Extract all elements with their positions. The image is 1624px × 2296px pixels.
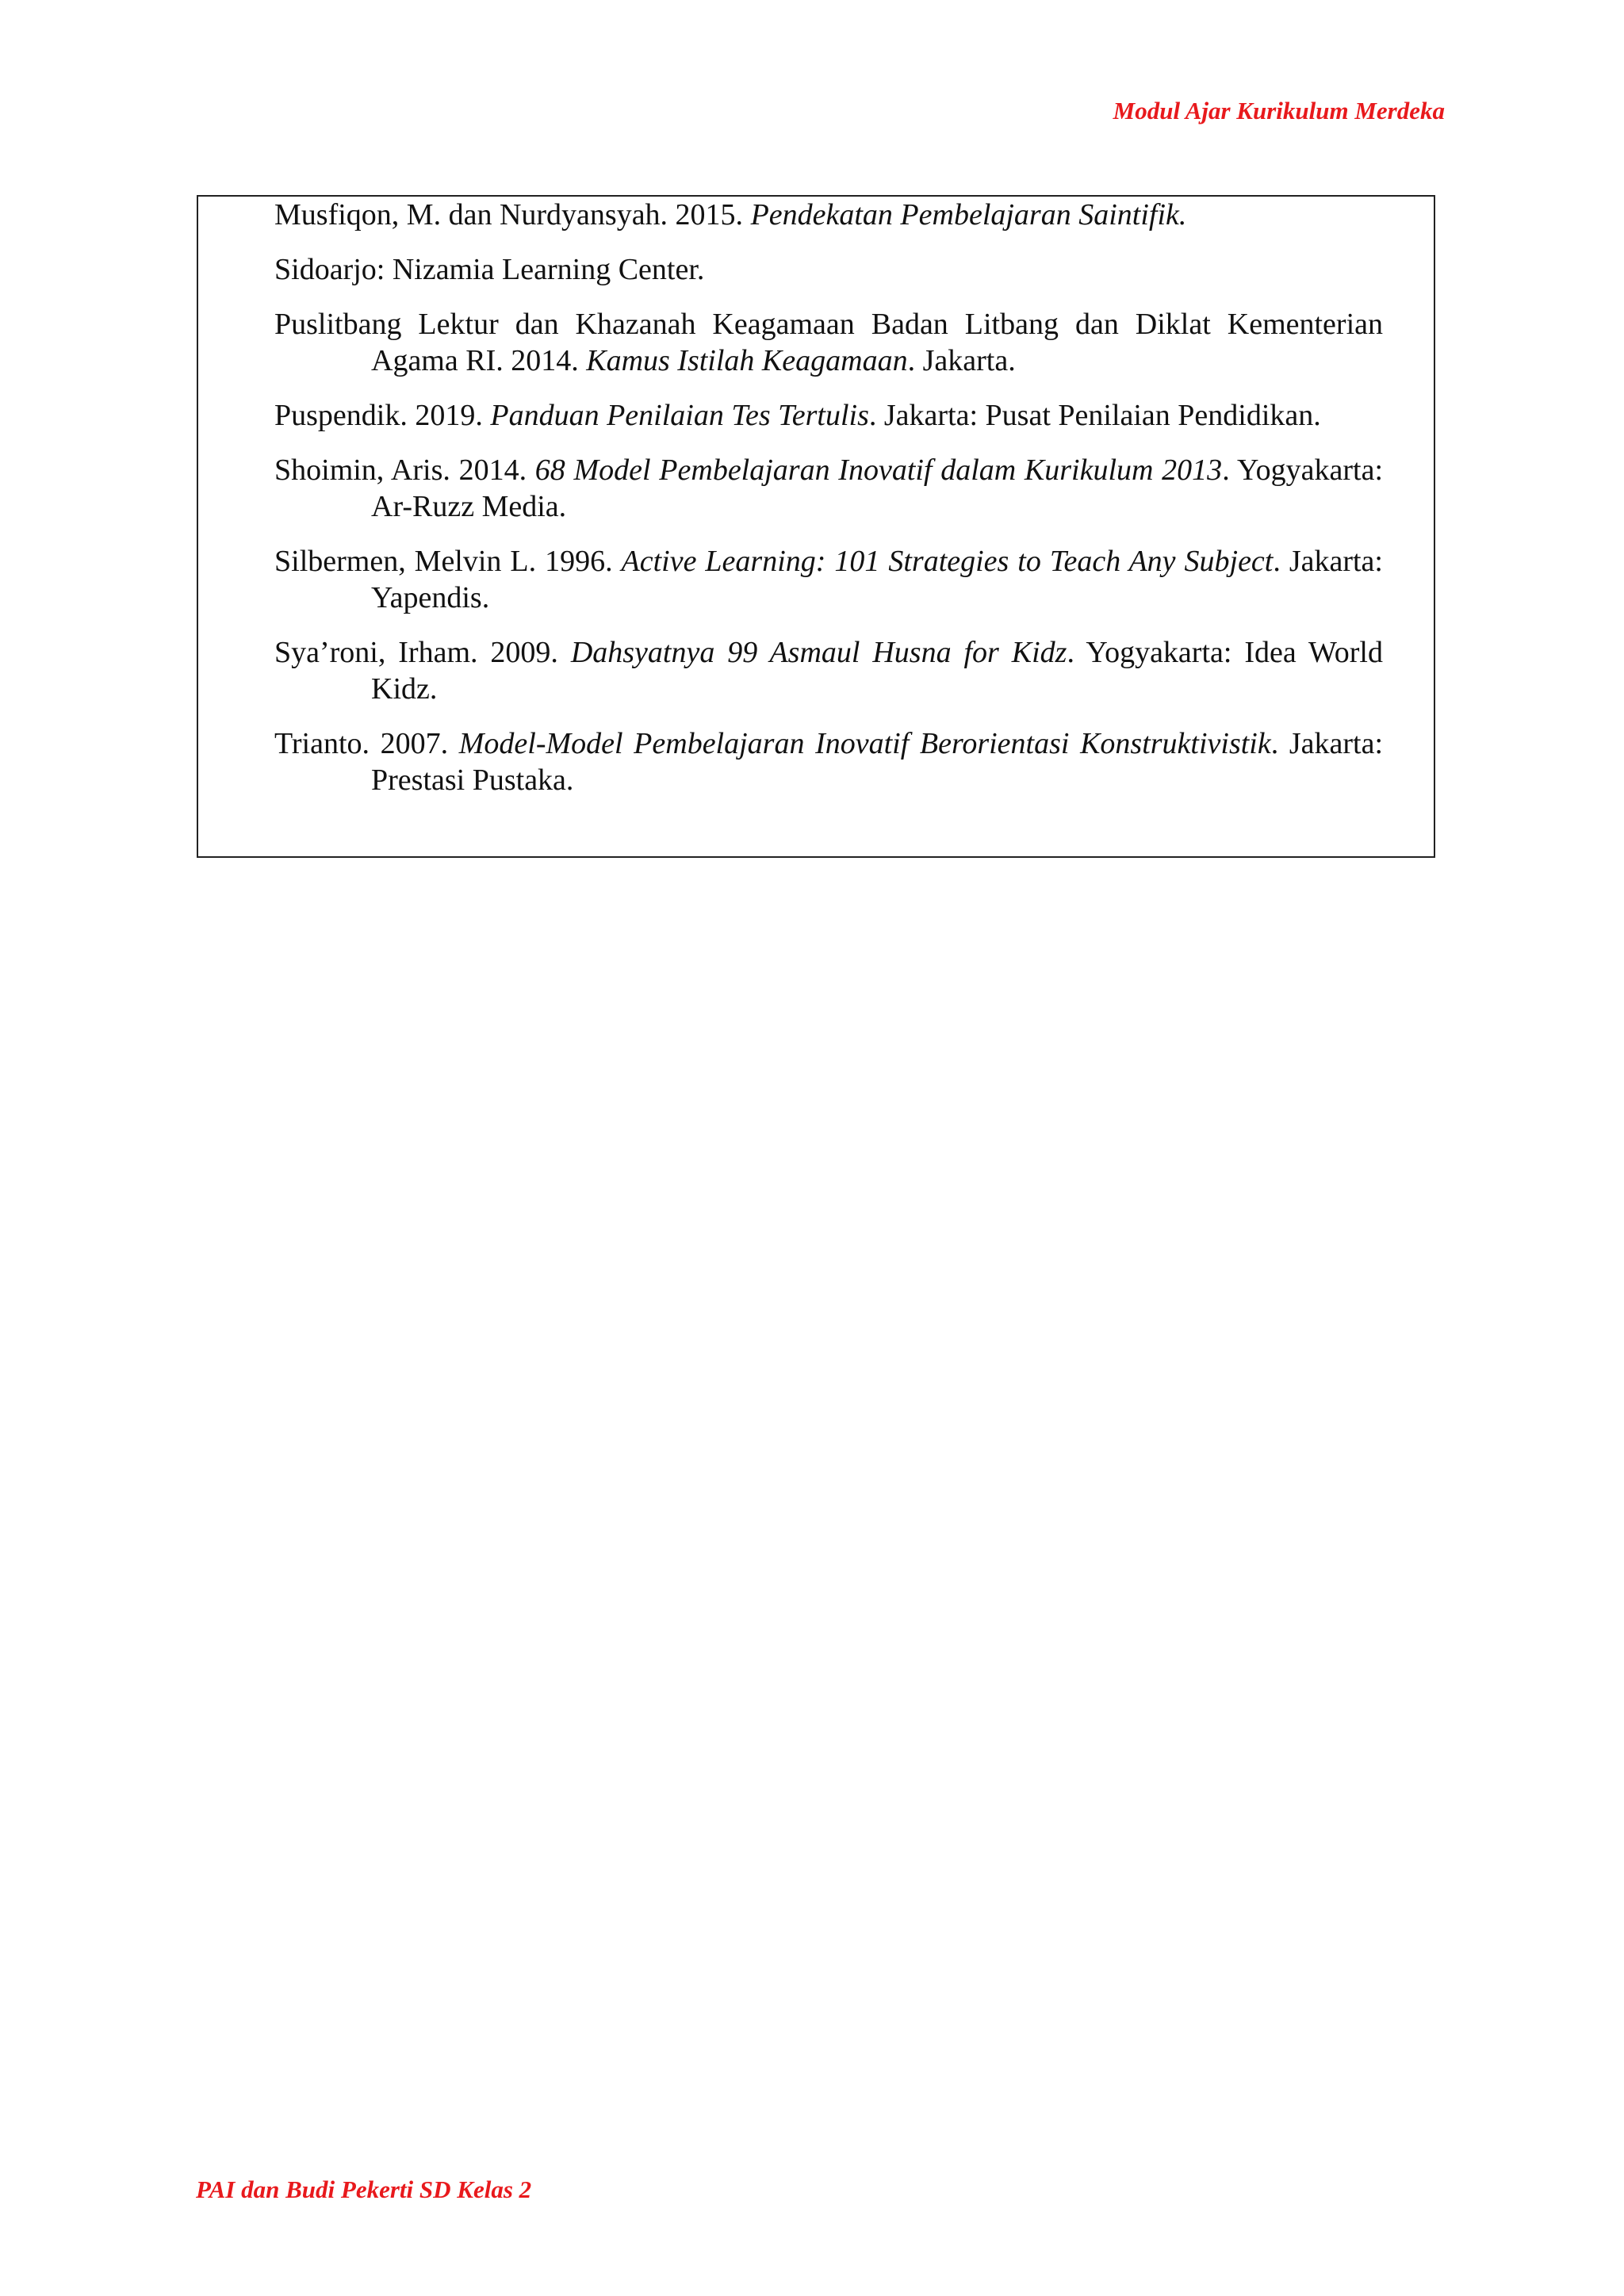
- reference-author: Shoimin, Aris. 2014.: [274, 453, 535, 487]
- reference-publisher: . Yogyakarta: Ar-Ruzz Media.: [371, 453, 1383, 523]
- reference-publisher: . Jakarta: Prestasi Pustaka.: [371, 727, 1384, 797]
- reference-item: [274, 306, 1383, 379]
- reference-publisher: . Jakarta: Pusat Penilaian Pendidikan.: [868, 399, 1321, 432]
- reference-item: [274, 197, 1383, 233]
- reference-item: [274, 543, 1383, 616]
- reference-box: [197, 195, 1435, 858]
- reference-item: [274, 452, 1383, 525]
- reference-item: [274, 725, 1383, 798]
- reference-author: Silbermen, Melvin L. 1996.: [274, 545, 622, 578]
- reference-item: [274, 634, 1383, 707]
- reference-author: Sidoarjo: Nizamia Learning Center.: [274, 253, 705, 286]
- reference-publisher: . Yogyakarta: Idea World Kidz.: [371, 636, 1383, 706]
- reference-item: [274, 251, 1383, 288]
- reference-item: [274, 397, 1383, 434]
- reference-publisher: . Jakarta: Yapendis.: [371, 545, 1383, 614]
- reference-title: Kamus Istilah Keagamaan: [586, 344, 908, 377]
- reference-title: Pendekatan Pembelajaran Saintifik.: [750, 198, 1187, 232]
- reference-publisher: . Jakarta.: [907, 344, 1016, 377]
- reference-title: 68 Model Pembelajaran Inovatif dalam Kurikulum 2013: [534, 453, 1223, 487]
- running-header: Modul Ajar Kurikulum Merdeka: [1113, 97, 1445, 124]
- running-footer: PAI dan Budi Pekerti SD Kelas 2: [196, 2175, 532, 2203]
- reference-author: Puspendik. 2019.: [274, 399, 491, 432]
- reference-author: Musfiqon, M. dan Nurdyansyah. 2015.: [274, 198, 751, 232]
- reference-list: [274, 197, 1383, 798]
- reference-title: Active Learning: 101 Strategies to Teach Any Subject: [621, 545, 1274, 578]
- reference-author: Trianto. 2007.: [274, 727, 459, 760]
- reference-title: Model-Model Pembelajaran Inovatif Berorientasi Konstruktivistik: [458, 727, 1271, 760]
- reference-author: Sya’roni, Irham. 2009.: [274, 636, 571, 669]
- reference-author: Puslitbang Lektur dan Khazanah Keagamaan Badan Litbang dan Diklat Kementerian Agama RI. 2014.: [274, 308, 1383, 377]
- reference-title: Dahsyatnya 99 Asmaul Husna for Kidz: [570, 636, 1067, 669]
- reference-title: Panduan Penilaian Tes Tertulis: [490, 399, 869, 432]
